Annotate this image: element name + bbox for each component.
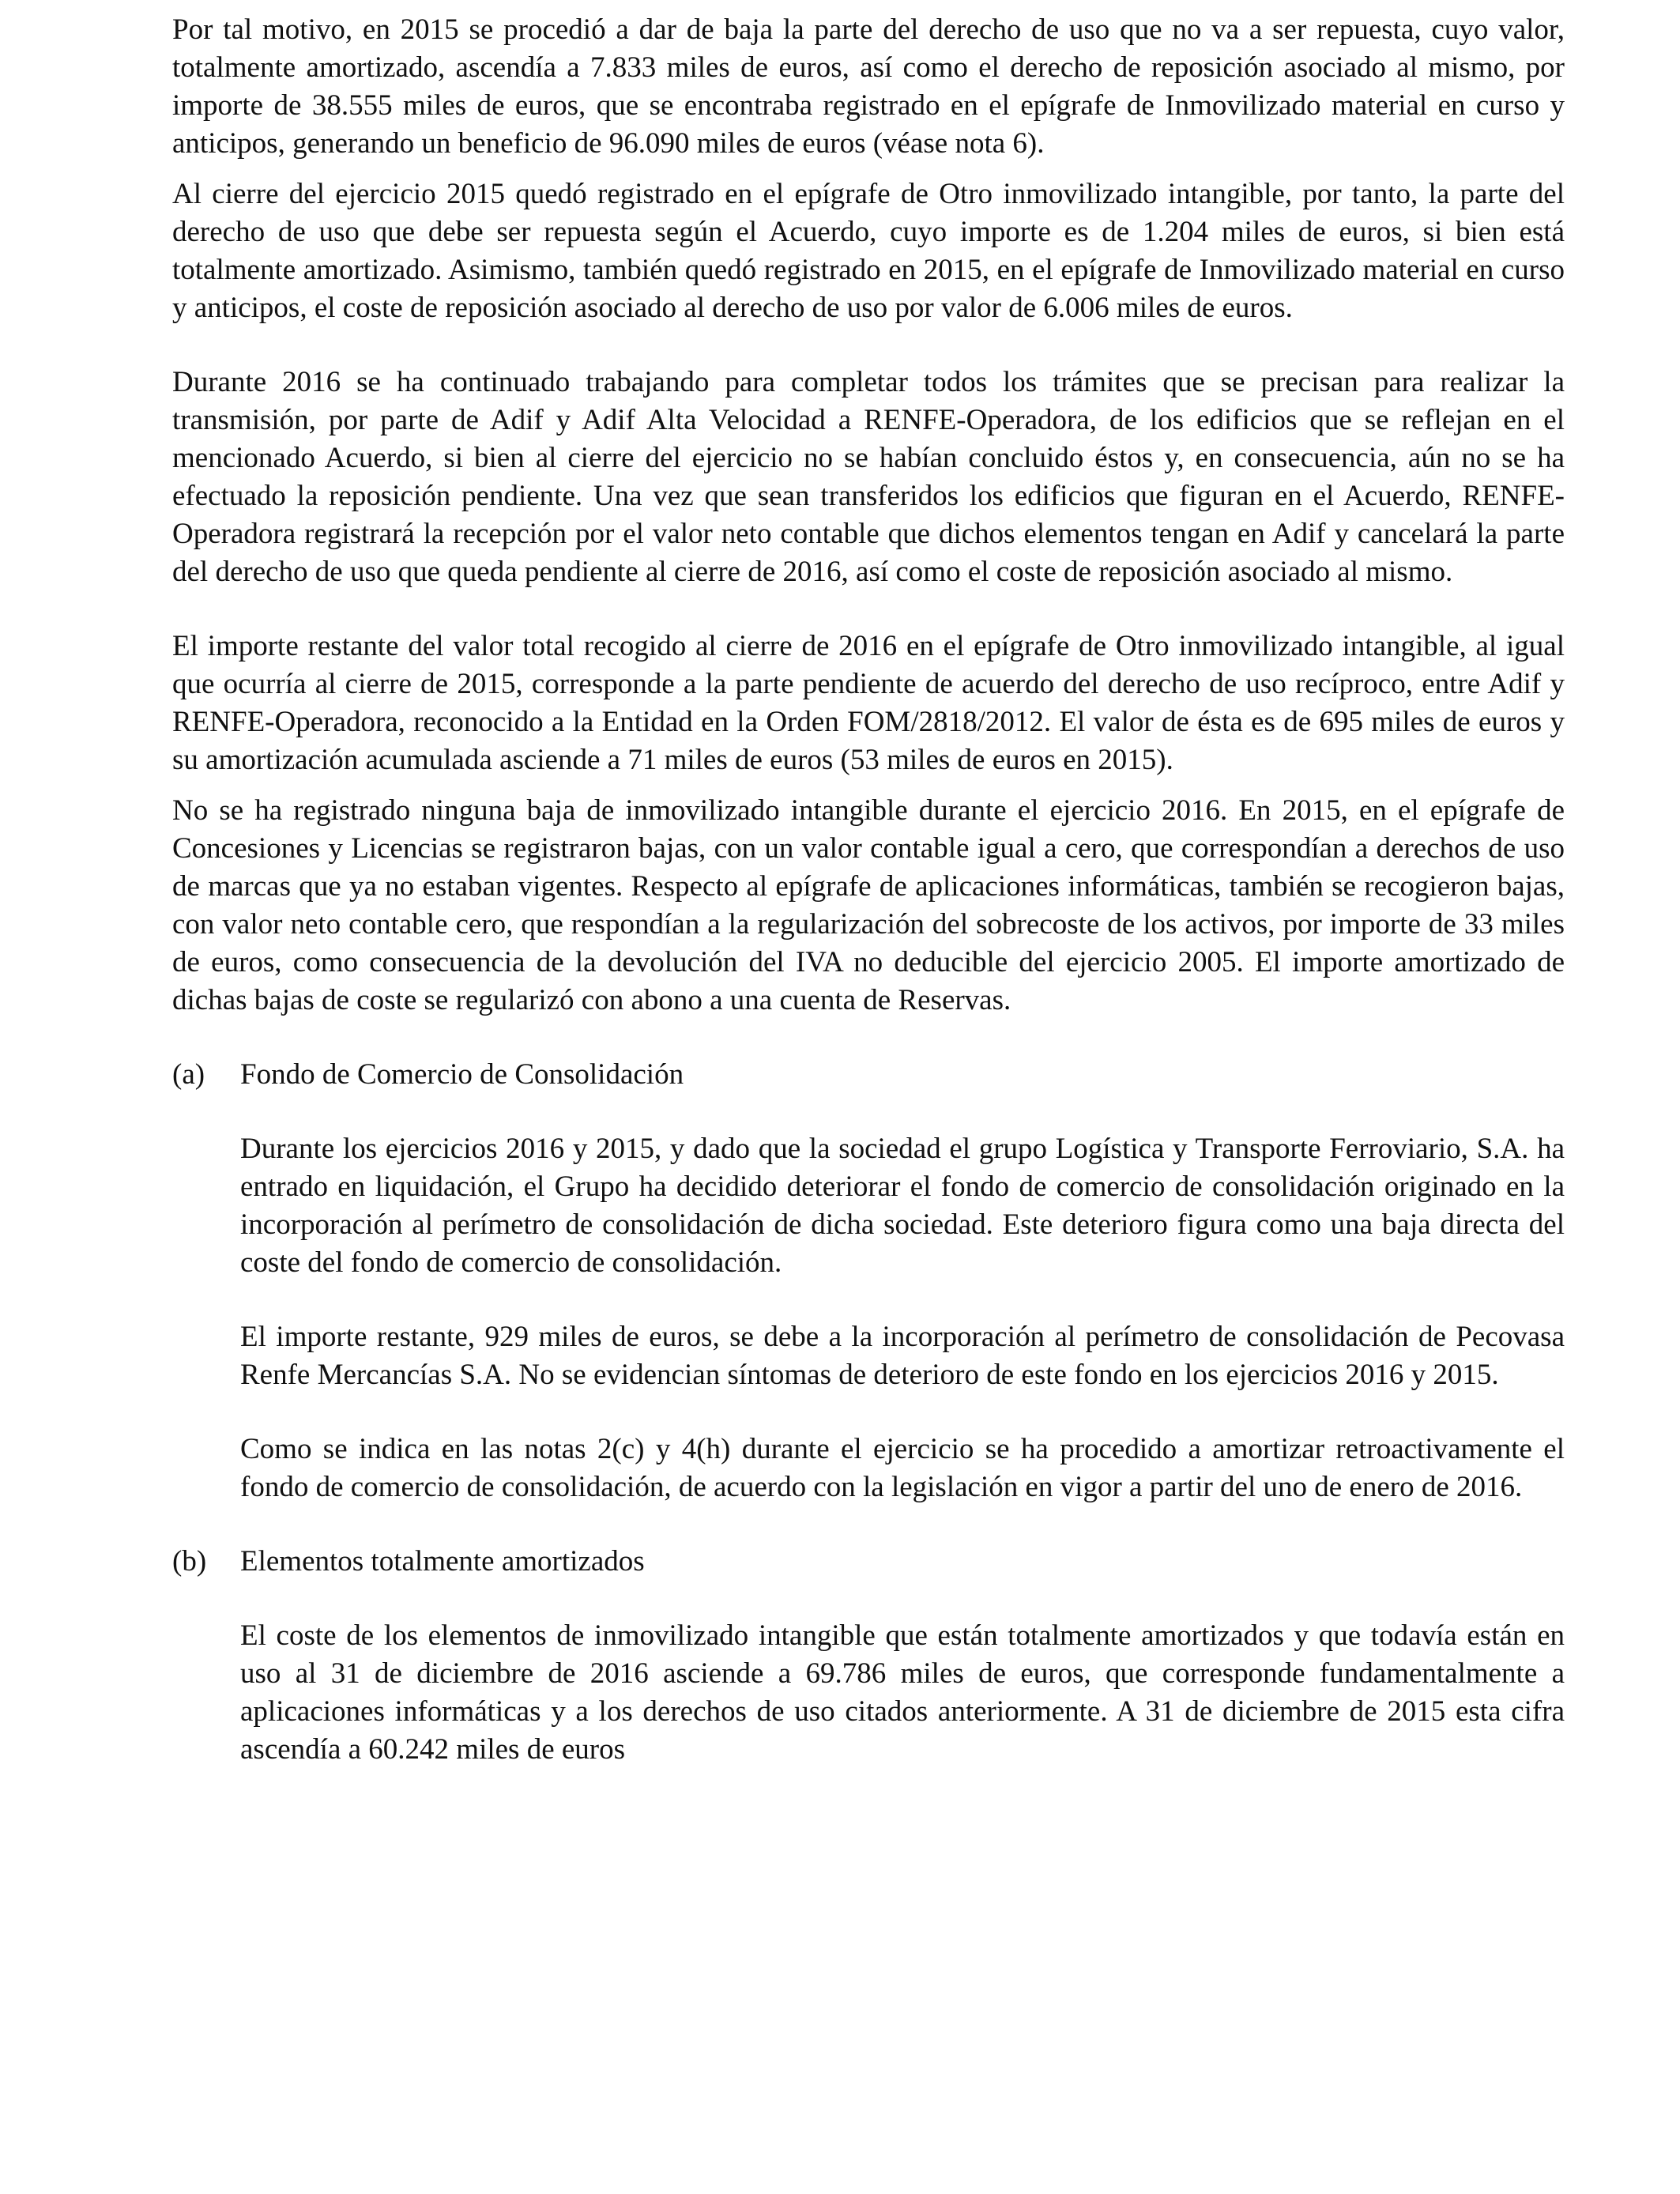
section-b-title: Elementos totalmente amortizados (240, 1545, 645, 1578)
paragraph-cierre-2015: Al cierre del ejercicio 2015 quedó registrado en el epígrafe de Otro inmovilizado intangible, por tanto, la parte del derecho de uso que debe ser repuesta según el Acuerdo, cuyo importe es de 1.204 miles de euros, si bien está totalmente amortizado. Asimismo, también quedó registrado en 2015, en el epígrafe de Inmovilizado material en curso y anticipos, el coste de reposición asociado al derecho de uso por valor de 6.006 miles de euros. (172, 178, 1565, 324)
section-b-heading (172, 1543, 1565, 1581)
section-a-paragraph-1: Durante los ejercicios 2016 y 2015, y dado que la sociedad el grupo Logística y Transporte Ferroviario, S.A. ha entrado en liquidación, el Grupo ha decidido deteriorar el fondo de comercio de consolidación originado en la incorporación al perímetro de consolidación de dicha sociedad. Este deterioro figura como una baja directa del coste del fondo de comercio de consolidación. (240, 1133, 1565, 1279)
section-a-heading (172, 1056, 1565, 1094)
section-b-marker: (b) (172, 1545, 207, 1578)
paragraph-derecho-uso-baja: Por tal motivo, en 2015 se procedió a dar de baja la parte del derecho de uso que no va a ser repuesta, cuyo valor, totalmente amortizado, ascendía a 7.833 miles de euros, así como el derecho de reposición asociado al mismo, por importe de 38.555 miles de euros, que se encontraba registrado en el epígrafe de Inmovilizado material en curso y anticipos, generando un beneficio de 96.090 miles de euros (véase nota 6). (172, 13, 1565, 160)
document-page (172, 11, 1565, 1769)
paragraph-bajas-inmovilizado: No se ha registrado ninguna baja de inmovilizado intangible durante el ejercicio 2016. En 2015, en el epígrafe de Concesiones y Licencias se registraron bajas, con un valor contable igual a cero, que correspondían a derechos de uso de marcas que ya no estaban vigentes. Respecto al epígrafe de aplicaciones informáticas, también se recogieron bajas, con valor neto contable cero, que respondían a la regularización del sobrecoste de los activos, por importe de 33 miles de euros, como consecuencia de la devolución del IVA no deducible del ejercicio 2005. El importe amortizado de dichas bajas de coste se regularizó con abono a una cuenta de Reservas. (172, 794, 1565, 1016)
section-a-marker: (a) (172, 1058, 205, 1091)
paragraph-durante-2016: Durante 2016 se ha continuado trabajando para completar todos los trámites que se precisan para realizar la transmisión, por parte de Adif y Adif Alta Velocidad a RENFE-Operadora, de los edificios que se reflejan en el mencionado Acuerdo, si bien al cierre del ejercicio no se habían concluido éstos y, en consecuencia, aún no se ha efectuado la reposición pendiente. Una vez que sean transferidos los edificios que figuran en el Acuerdo, RENFE-Operadora registrará la recepción por el valor neto contable que dichos elementos tengan en Adif y cancelará la parte del derecho de uso que queda pendiente al cierre de 2016, así como el coste de reposición asociado al mismo. (172, 366, 1565, 588)
section-a-paragraph-2: El importe restante, 929 miles de euros, se debe a la incorporación al perímetro de consolidación de Pecovasa Renfe Mercancías S.A. No se evidencian síntomas de deterioro de este fondo en los ejercicios 2016 y 2015. (240, 1321, 1565, 1391)
section-b-paragraph-1: El coste de los elementos de inmovilizado intangible que están totalmente amortizados y que todavía están en uso al 31 de diciembre de 2016 asciende a 69.786 miles de euros, que corresponde fundamentalmente a aplicaciones informáticas y a los derechos de uso citados anteriormente. A 31 de diciembre de 2015 esta cifra ascendía a 60.242 miles de euros (240, 1619, 1565, 1766)
section-a-title: Fondo de Comercio de Consolidación (240, 1058, 684, 1091)
section-a-paragraph-3: Como se indica en las notas 2(c) y 4(h) durante el ejercicio se ha procedido a amortizar retroactivamente el fondo de comercio de consolidación, de acuerdo con la legislación en vigor a partir del uno de enero de 2016. (240, 1433, 1565, 1503)
paragraph-importe-restante: El importe restante del valor total recogido al cierre de 2016 en el epígrafe de Otro inmovilizado intangible, al igual que ocurría al cierre de 2015, corresponde a la parte pendiente de acuerdo del derecho de uso recíproco, entre Adif y RENFE-Operadora, reconocido a la Entidad en la Orden FOM/2818/2012. El valor de ésta es de 695 miles de euros y su amortización acumulada asciende a 71 miles de euros (53 miles de euros en 2015). (172, 630, 1565, 776)
